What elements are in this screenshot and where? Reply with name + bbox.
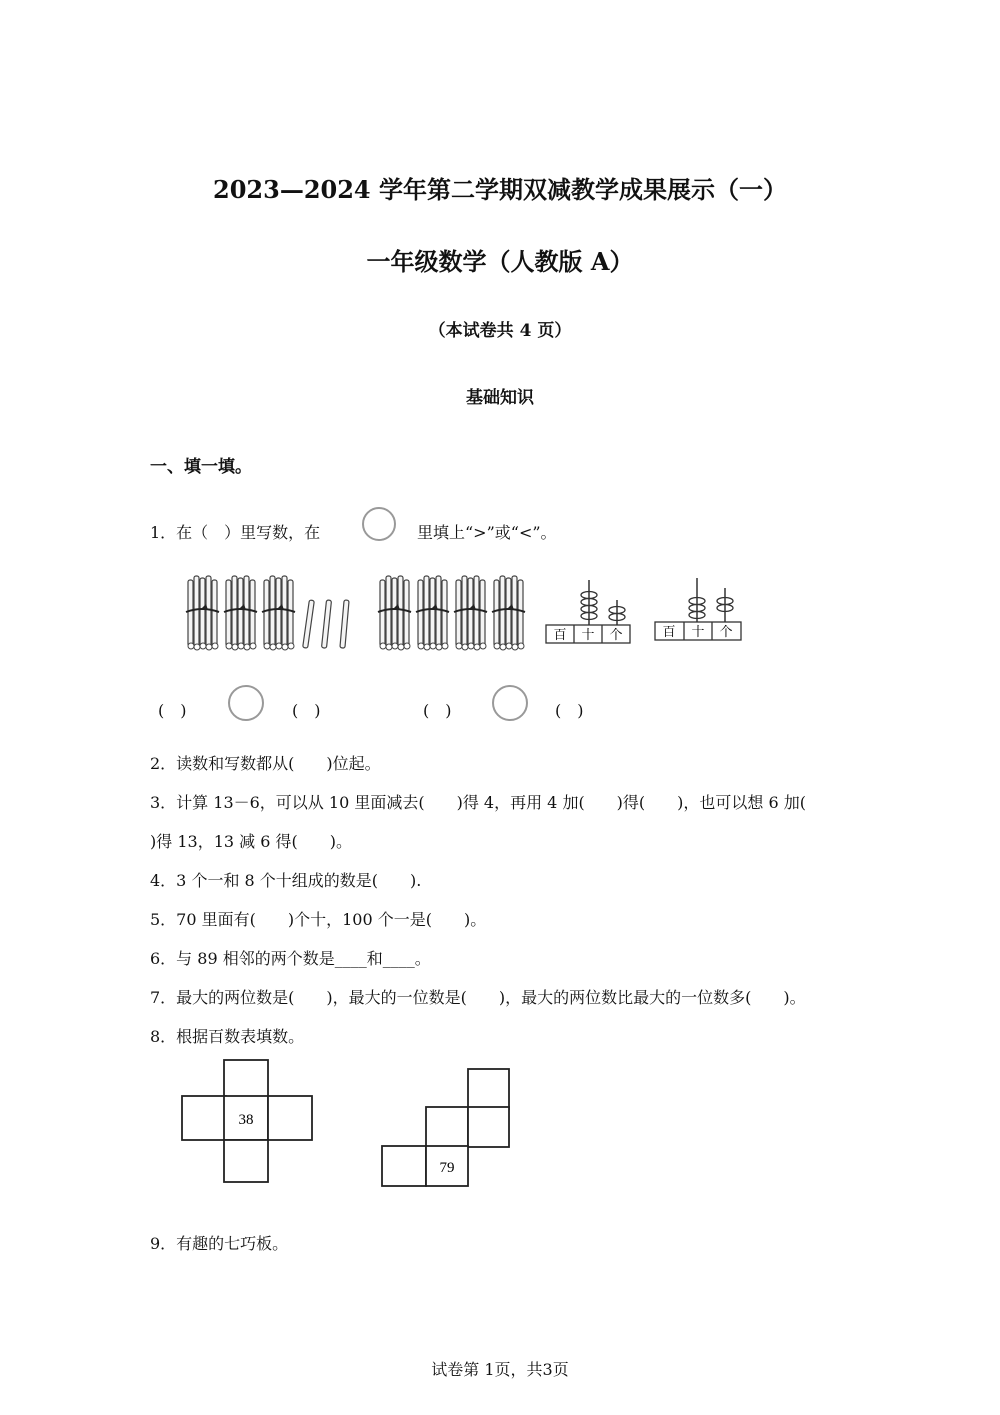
question-6: 6．与 89 相邻的两个数是____和____。: [150, 949, 431, 968]
abacus-icon: [655, 578, 741, 640]
page-count-note: （本试卷共 4 页）: [428, 321, 572, 341]
section-heading: 一、填一填。: [150, 457, 252, 477]
ten-stick-bundle-icon: [454, 576, 487, 650]
ten-stick-bundle-icon: [186, 576, 219, 650]
ten-stick-bundle-icon: [416, 576, 449, 650]
svg-text:百: 百: [553, 627, 567, 642]
single-sticks-icon: [303, 600, 349, 648]
svg-text:十: 十: [691, 624, 705, 639]
ten-stick-bundle-icon: [492, 576, 525, 650]
question-3-line-1: 3．计算 13－6，可以从 10 里面减去( )得 4，再用 4 加( )得( )，也可以想 6 加(: [150, 793, 807, 812]
part-heading: 基础知识: [466, 388, 534, 408]
exam-subtitle: 一年级数学（人教版 A）: [366, 247, 634, 276]
ten-stick-bundle-icon: [378, 576, 411, 650]
question-7: 7．最大的两位数是( )，最大的一位数是( )，最大的两位数比最大的一位数多( )。: [150, 988, 806, 1007]
grid-value: 38: [238, 1112, 254, 1128]
ten-stick-bundle-icon: [262, 576, 295, 650]
ten-stick-bundle-icon: [224, 576, 257, 650]
answer-blank[interactable]: ( ): [555, 701, 584, 720]
svg-text:个: 个: [609, 627, 623, 642]
question-8: 8．根据百数表填数。: [150, 1027, 305, 1046]
question-1-suffix: 里填上“>”或“<”。: [417, 523, 557, 542]
grid-value: 79: [439, 1160, 455, 1176]
compare-circle[interactable]: [228, 685, 264, 721]
question-1-prefix: 1．在（ ）里写数，在: [150, 523, 321, 542]
question-9: 9．有趣的七巧板。: [150, 1234, 289, 1253]
hundred-chart-grids: [180, 1058, 520, 1188]
answer-blank[interactable]: ( ): [158, 701, 187, 720]
compare-circle[interactable]: [492, 685, 528, 721]
exam-title: 2023—2024 学年第二学期双减教学成果展示（一）: [213, 175, 787, 204]
svg-text:百: 百: [662, 624, 676, 639]
question-5: 5．70 里面有( )个十，100 个一是( )。: [150, 910, 487, 929]
answer-blank[interactable]: ( ): [423, 701, 452, 720]
page-footer: 试卷第 1页，共3页: [431, 1360, 569, 1379]
compare-circle-icon: [362, 507, 396, 541]
question-4: 4．3 个一和 8 个十组成的数是( ).: [150, 871, 422, 890]
abacus-icon: [546, 580, 630, 643]
counting-figures: [180, 570, 750, 660]
question-2: 2．读数和写数都从( )位起。: [150, 754, 381, 773]
svg-text:十: 十: [581, 627, 595, 642]
question-3-line-2: )得 13，13 减 6 得( )。: [150, 832, 352, 851]
svg-text:个: 个: [719, 624, 733, 639]
answer-blank[interactable]: ( ): [292, 701, 321, 720]
